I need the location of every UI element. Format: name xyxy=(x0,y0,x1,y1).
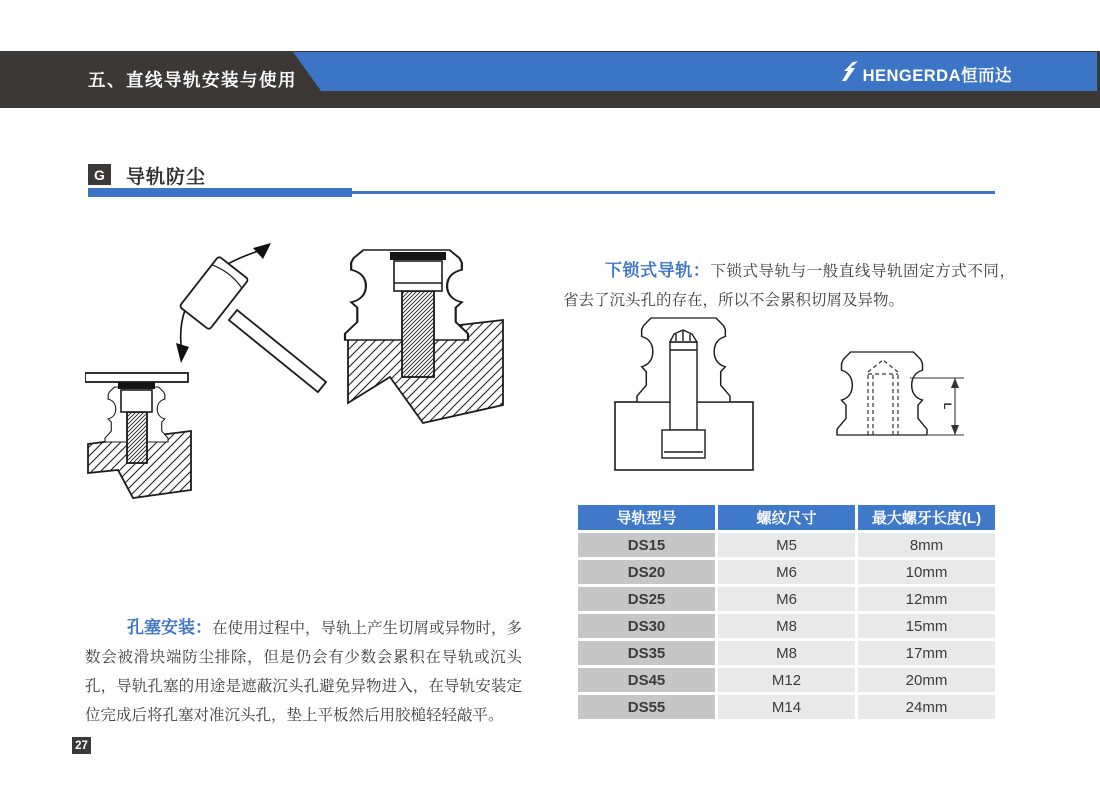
table-header-cell: 导轨型号 xyxy=(578,505,715,530)
table-cell: 24mm xyxy=(858,695,995,719)
brand-logo xyxy=(839,60,1012,87)
table-header-cell: 螺纹尺寸 xyxy=(718,505,855,530)
table-cell: DS30 xyxy=(578,614,715,638)
table-cell: M8 xyxy=(718,614,855,638)
plug-cap-small xyxy=(118,382,155,389)
table-cell: M12 xyxy=(718,668,855,692)
underline-thin xyxy=(348,191,995,194)
brand-logo-text: HENGERDA恒而达 xyxy=(862,66,1012,85)
lock-rail-lead: 下锁式导轨： xyxy=(605,260,711,280)
table-cell: 15mm xyxy=(858,614,995,638)
table-cell: 20mm xyxy=(858,668,995,692)
table-cell: M8 xyxy=(718,641,855,665)
table-header-cell: 最大螺牙长度(L) xyxy=(858,505,995,530)
table-cell: 8mm xyxy=(858,533,995,557)
table-cell: 12mm xyxy=(858,587,995,611)
underline-thick xyxy=(88,188,352,197)
plug-install-paragraph xyxy=(85,613,522,730)
page-number: 27 xyxy=(72,737,91,754)
table-cell: 10mm xyxy=(858,560,995,584)
table-cell: M6 xyxy=(718,560,855,584)
plug-install-figure xyxy=(85,235,515,525)
table-cell: M14 xyxy=(718,695,855,719)
flat-plate xyxy=(85,373,188,382)
lock-rail-paragraph xyxy=(563,256,1015,315)
section-title: 导轨防尘 xyxy=(126,167,207,188)
plug-install-body: 在使用过程中，导轨上产生切屑或异物时，多数会被滑块端防尘排除，但是仍会有少数会累积在导轨或沉头孔，导轨孔塞的用途是遮蔽沉头孔避免异物进入，在导轨安装定位完成后将孔塞对准沉头孔，垫上平板然后用胶槌轻轻敲平。 xyxy=(85,619,523,724)
chapter-title: 五、直线导轨安装与使用 xyxy=(88,70,297,90)
top-banner xyxy=(0,51,1100,108)
table-cell: DS55 xyxy=(578,695,715,719)
lock-rail-body: 下锁式导轨与一般直线导轨固定方式不同，省去了沉头孔的存在，所以不会累积切屑及异物。 xyxy=(563,262,1015,309)
rail-section-tapped xyxy=(837,352,927,435)
dimension-label: L xyxy=(941,402,953,410)
table-cell: M5 xyxy=(718,533,855,557)
section-badge: G xyxy=(88,164,111,185)
plug-cap-big xyxy=(390,252,446,260)
plug-bolt-big xyxy=(394,261,442,377)
section-underline xyxy=(88,188,995,198)
table-cell: M6 xyxy=(718,587,855,611)
brand-logo-icon xyxy=(839,60,859,87)
plug-install-lead: 孔塞安装： xyxy=(127,617,212,637)
spec-table xyxy=(578,505,995,719)
table-cell: DS15 xyxy=(578,533,715,557)
table-cell: DS20 xyxy=(578,560,715,584)
table-cell: 17mm xyxy=(858,641,995,665)
mallet xyxy=(179,256,326,392)
downlock-rail-figure xyxy=(610,308,970,483)
table-cell: DS25 xyxy=(578,587,715,611)
table-cell: DS35 xyxy=(578,641,715,665)
table-cell: DS45 xyxy=(578,668,715,692)
